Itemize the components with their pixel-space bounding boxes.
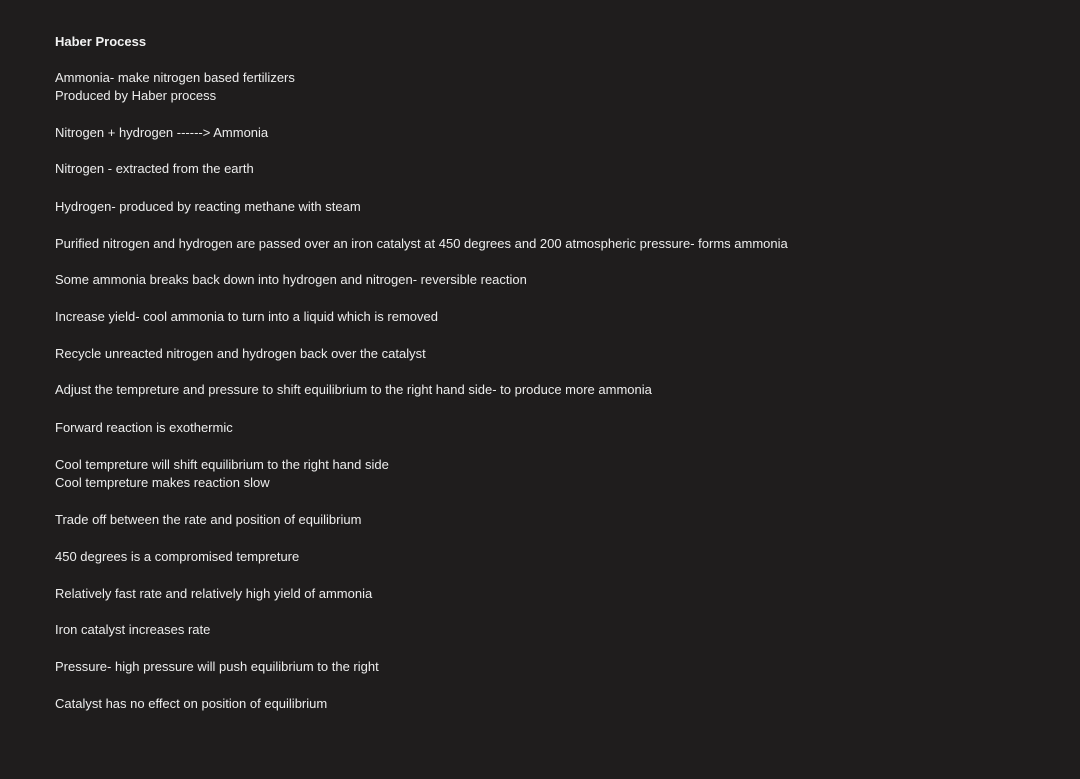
note-line: Forward reaction is exothermic [55, 420, 233, 435]
document-title: Haber Process [55, 34, 147, 49]
note-line: Cool tempreture will shift equilibrium to the right hand side [55, 457, 389, 472]
note-line: 450 degrees is a compromised tempreture [55, 549, 300, 564]
note-line: Ammonia- make nitrogen based fertilizers [55, 70, 295, 85]
note-line: Catalyst has no effect on position of equilibrium [55, 696, 328, 711]
note-line: Increase yield- cool ammonia to turn into a liquid which is removed [55, 309, 438, 324]
note-line: Relatively fast rate and relatively high yield of ammonia [55, 586, 373, 601]
note-line: Recycle unreacted nitrogen and hydrogen back over the catalyst [55, 346, 426, 361]
note-line: Cool tempreture makes reaction slow [55, 475, 270, 490]
note-line: Some ammonia breaks back down into hydrogen and nitrogen- reversible reaction [55, 272, 527, 287]
note-line: Trade off between the rate and position of equilibrium [55, 512, 362, 527]
note-line: Adjust the tempreture and pressure to shift equilibrium to the right hand side- to produce more ammonia [55, 382, 652, 397]
note-line: Nitrogen + hydrogen ------> Ammonia [55, 125, 269, 140]
note-line: Hydrogen- produced by reacting methane with steam [55, 199, 361, 214]
note-line: Produced by Haber process [55, 88, 217, 103]
note-line: Purified nitrogen and hydrogen are passed over an iron catalyst at 450 degrees and 200 atmospheric pressure- forms ammonia [55, 236, 788, 251]
note-line: Iron catalyst increases rate [55, 622, 211, 637]
note-line: Nitrogen - extracted from the earth [55, 161, 254, 176]
note-line: Pressure- high pressure will push equilibrium to the right [55, 659, 379, 674]
